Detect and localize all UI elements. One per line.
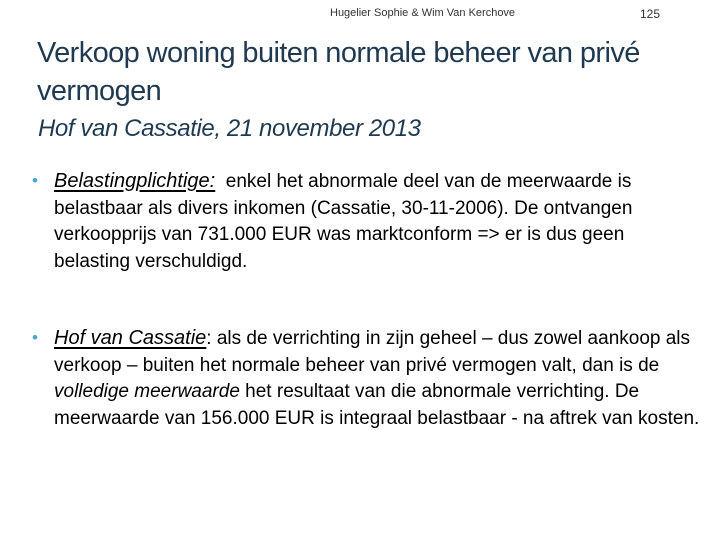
page-number: 125 [640,7,661,21]
bullet-item-court [32,325,702,432]
bullet-text-taxpayer: enkel het abnormale deel van de meerwaarde is belastbaar als divers inkomen (Cassatie, 30-11-2006). De ontvangen verkoopprijs van 731.000 EUR was marktconform => er is dus geen belasting verschuldigd. [54,171,638,272]
bullet-lead-court: Hof van Cassatie [54,327,207,349]
slide-subtitle: Hof van Cassatie, 21 november 2013 [38,115,421,142]
header-author: Hugelier Sophie & Wim Van Kerchove [330,7,516,19]
slide-title: Verkoop woning buiten normale beheer van privé vermogen [37,37,640,107]
bullet-marker: • [32,171,38,190]
bullet-text-court-before: : als de verrichting in zijn geheel – dus zowel aankoop als verkoop – buiten het normale beheer van privé vermogen valt, dan is de [54,328,691,376]
bullet-emphasis-full-gain: volledige meerwaarde [54,381,240,402]
bullet-item-taxpayer [32,168,702,275]
bullet-lead-taxpayer: Belastingplichtige: [54,170,216,192]
bullet-marker: • [32,328,38,347]
bullet-text-court-after: het resultaat van die abnormale verrichting. De meerwaarde van 156.000 EUR is integraal belastbaar - na aftrek van kosten. [54,381,700,429]
